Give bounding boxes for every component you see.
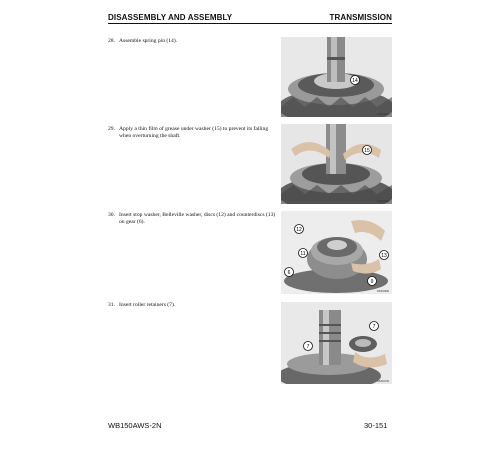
step-30 [108, 212, 276, 226]
photo-discs-counterdiscs [281, 211, 392, 294]
step-text: Apply a thin film of grease under washer (15) to prevent its falling when overturning the shaft. [119, 126, 269, 139]
step-number: 30. [108, 212, 115, 218]
photo-3-illustration [281, 211, 392, 294]
callout-12: 12 [296, 227, 302, 233]
step-29 [108, 126, 276, 140]
callout-13: 13 [381, 253, 387, 259]
photo-code: RKZ04670 [377, 113, 389, 116]
photo-code: RKZ04690 [377, 290, 389, 293]
photo-washer-grease [281, 124, 392, 204]
callout-14: 14 [352, 78, 358, 84]
callout-11: 11 [300, 251, 306, 257]
step-number: 29. [108, 126, 115, 132]
step-text: Assemble spring pin (14). [119, 38, 178, 44]
step-number: 31. [108, 302, 115, 308]
callout-9: 9 [370, 279, 374, 285]
photo-roller-retainers [281, 302, 392, 384]
photo-2-illustration [281, 124, 392, 204]
step-text: Insert stop washer, Belleville washer, discs (12) and counterdiscs (13) on gear (6). [119, 212, 276, 225]
photo-4-illustration [281, 302, 392, 384]
header-rule [108, 23, 392, 24]
photo-code: RKZ04700 [377, 380, 389, 383]
step-28 [108, 38, 276, 45]
photo-1-illustration [281, 37, 392, 117]
photo-code: RKZ04680 [377, 200, 389, 203]
callout-7-left: 7 [306, 344, 310, 350]
step-31 [108, 302, 276, 309]
footer-page-number: 30-151 [364, 421, 388, 430]
footer-model: WB150AWS-2N [108, 421, 162, 430]
photo-spring-pin [281, 37, 392, 117]
callout-15: 15 [364, 148, 370, 154]
section-title: DISASSEMBLY AND ASSEMBLY [108, 13, 233, 22]
chapter-title: TRANSMISSION [329, 13, 392, 22]
step-text: Insert roller retainers (7). [119, 302, 176, 308]
callout-6: 6 [287, 270, 291, 276]
callout-7-right: 7 [372, 324, 376, 330]
step-number: 28. [108, 38, 115, 44]
